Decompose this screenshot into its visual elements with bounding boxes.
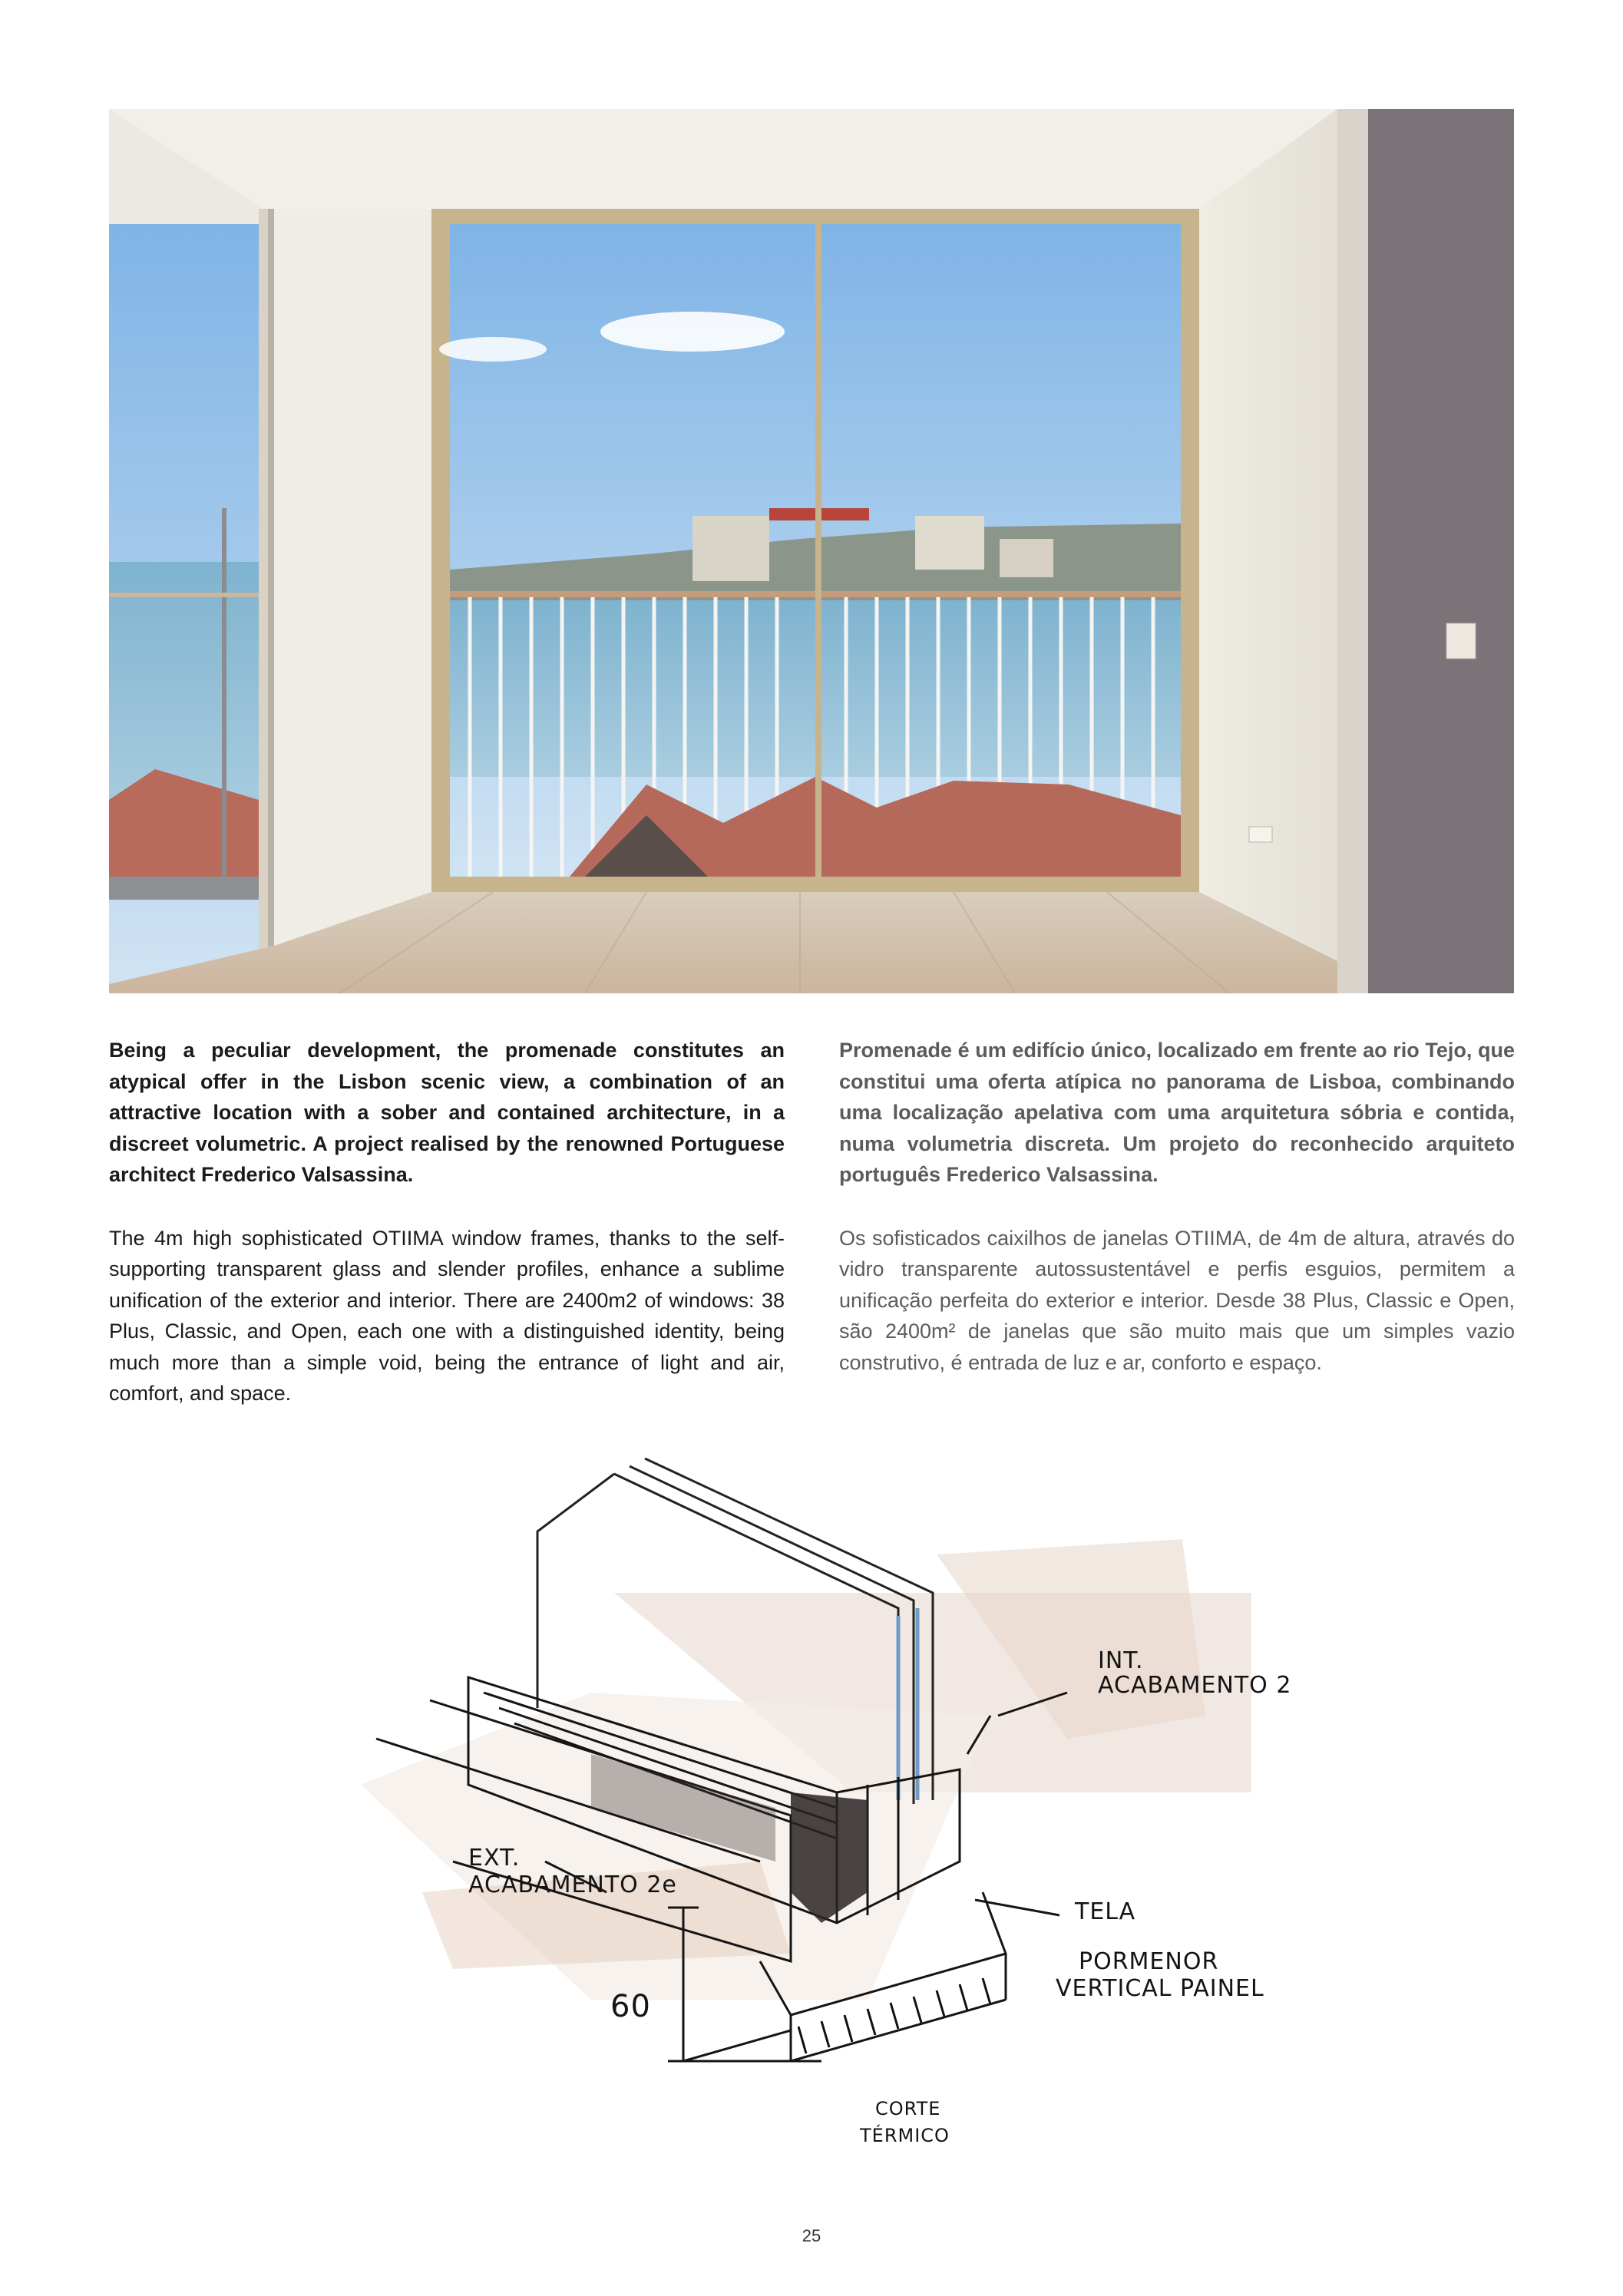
sketch-label-int: INT. bbox=[1098, 1647, 1144, 1674]
sketch-label-vertical: VERTICAL PAINEL bbox=[1056, 1975, 1264, 2002]
window-detail-sketch bbox=[361, 1462, 1292, 2153]
sketch-label-termico: TÉRMICO bbox=[860, 2125, 950, 2146]
sketch-label-int-finish: ACABAMENTO 2 bbox=[1098, 1672, 1292, 1699]
sketch-label-corte: CORTE bbox=[875, 2098, 941, 2119]
english-text-column bbox=[109, 1035, 785, 1409]
sketch-label-dimension: 60 bbox=[610, 1989, 651, 2024]
sketch-label-ext-finish: ACABAMENTO 2e bbox=[468, 1871, 677, 1898]
english-body-paragraph: The 4m high sophisticated OTIIMA window frames, thanks to the self-supporting transparent glass and slender profiles, enhance a sublime unification of the exterior and interior. There are 2400m2 of windows: 38 Plus, Classic, and Open, each one with a distinguished identity, being much more than a simple void, being the entrance of light and air, comfort, and space. bbox=[109, 1226, 785, 1405]
page-number: 25 bbox=[802, 2226, 821, 2245]
sketch-label-tela: TELA bbox=[1075, 1898, 1136, 1925]
portuguese-lead-paragraph: Promenade é um edifício único, localizado em frente ao rio Tejo, que constitui uma oferta atípica no panorama de Lisboa, combinando uma localização apelativa com uma arquitetura sóbria e contida, numa volumetria discreta. Um projeto do reconhecido arquiteto português Frederico Valsassina. bbox=[839, 1039, 1515, 1186]
english-lead-paragraph: Being a peculiar development, the promenade constitutes an atypical offer in the Lisbon scenic view, a combination of an attractive location with a sober and contained architecture, in a discreet volumetric. A project realised by the renowned Portuguese architect Frederico Valsassina. bbox=[109, 1039, 785, 1186]
sketch-label-ext: EXT. bbox=[468, 1845, 521, 1871]
interior-photo-illustration bbox=[109, 109, 1514, 993]
interior-photo bbox=[109, 109, 1514, 993]
sketch-label-pormenor: PORMENOR bbox=[1079, 1948, 1219, 1975]
sketch-drawing bbox=[361, 1462, 1292, 2153]
portuguese-body-paragraph: Os sofisticados caixilhos de janelas OTIIMA, de 4m de altura, através do vidro transparente autossustentável e perfis esguios, permitem a unificação perfeita do exterior e interior. Desde 38 Plus, Classic e Open, são 2400m² de janelas que são muito mais que um simples vazio construtivo, é entrada de luz e ar, conforto e espaço. bbox=[839, 1226, 1515, 1374]
portuguese-text-column bbox=[839, 1035, 1515, 1378]
